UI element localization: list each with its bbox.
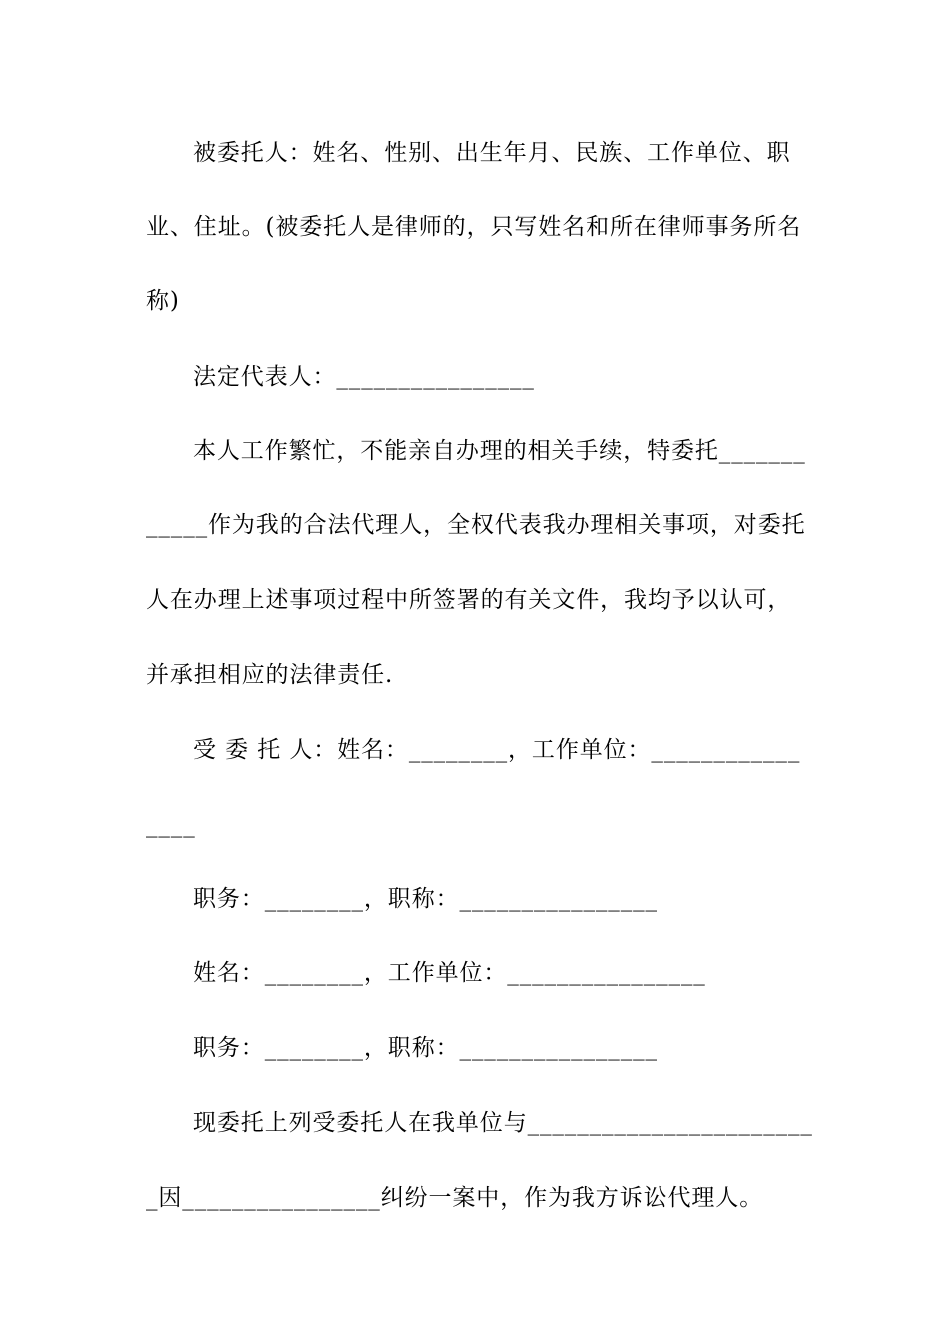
text-line-8: 并承担相应的法律责任. xyxy=(146,662,394,688)
text-line-10: ____ xyxy=(146,812,196,838)
text-line-2: 业、住址。(被委托人是律师的，只写姓名和所在律师事务所名 xyxy=(146,214,802,240)
text-line-11: 职务：________，职称：________________ xyxy=(193,886,658,912)
text-line-5: 本人工作繁忙，不能亲自办理的相关手续，特委托_______ xyxy=(193,438,806,464)
text-line-1: 被委托人：姓名、性别、出生年月、民族、工作单位、职 xyxy=(193,140,791,166)
text-line-13: 职务：________，职称：________________ xyxy=(193,1035,658,1061)
text-line-3: 称) xyxy=(146,288,180,314)
text-line-7: 人在办理上述事项过程中所签署的有关文件，我均予以认可， xyxy=(146,587,792,613)
text-line-6: _____作为我的合法代理人，全权代表我办理相关事项，对委托 xyxy=(146,512,806,538)
text-line-12: 姓名：________，工作单位：________________ xyxy=(193,960,706,986)
text-line-15: _因________________纠纷一案中，作为我方诉讼代理人。 xyxy=(146,1185,764,1211)
text-line-14: 现委托上列受委托人在我单位与_______________________ xyxy=(193,1110,813,1136)
text-line-9: 受 委 托 人：姓名：________，工作单位：____________ xyxy=(193,737,801,763)
text-line-4: 法定代表人：________________ xyxy=(193,364,535,390)
